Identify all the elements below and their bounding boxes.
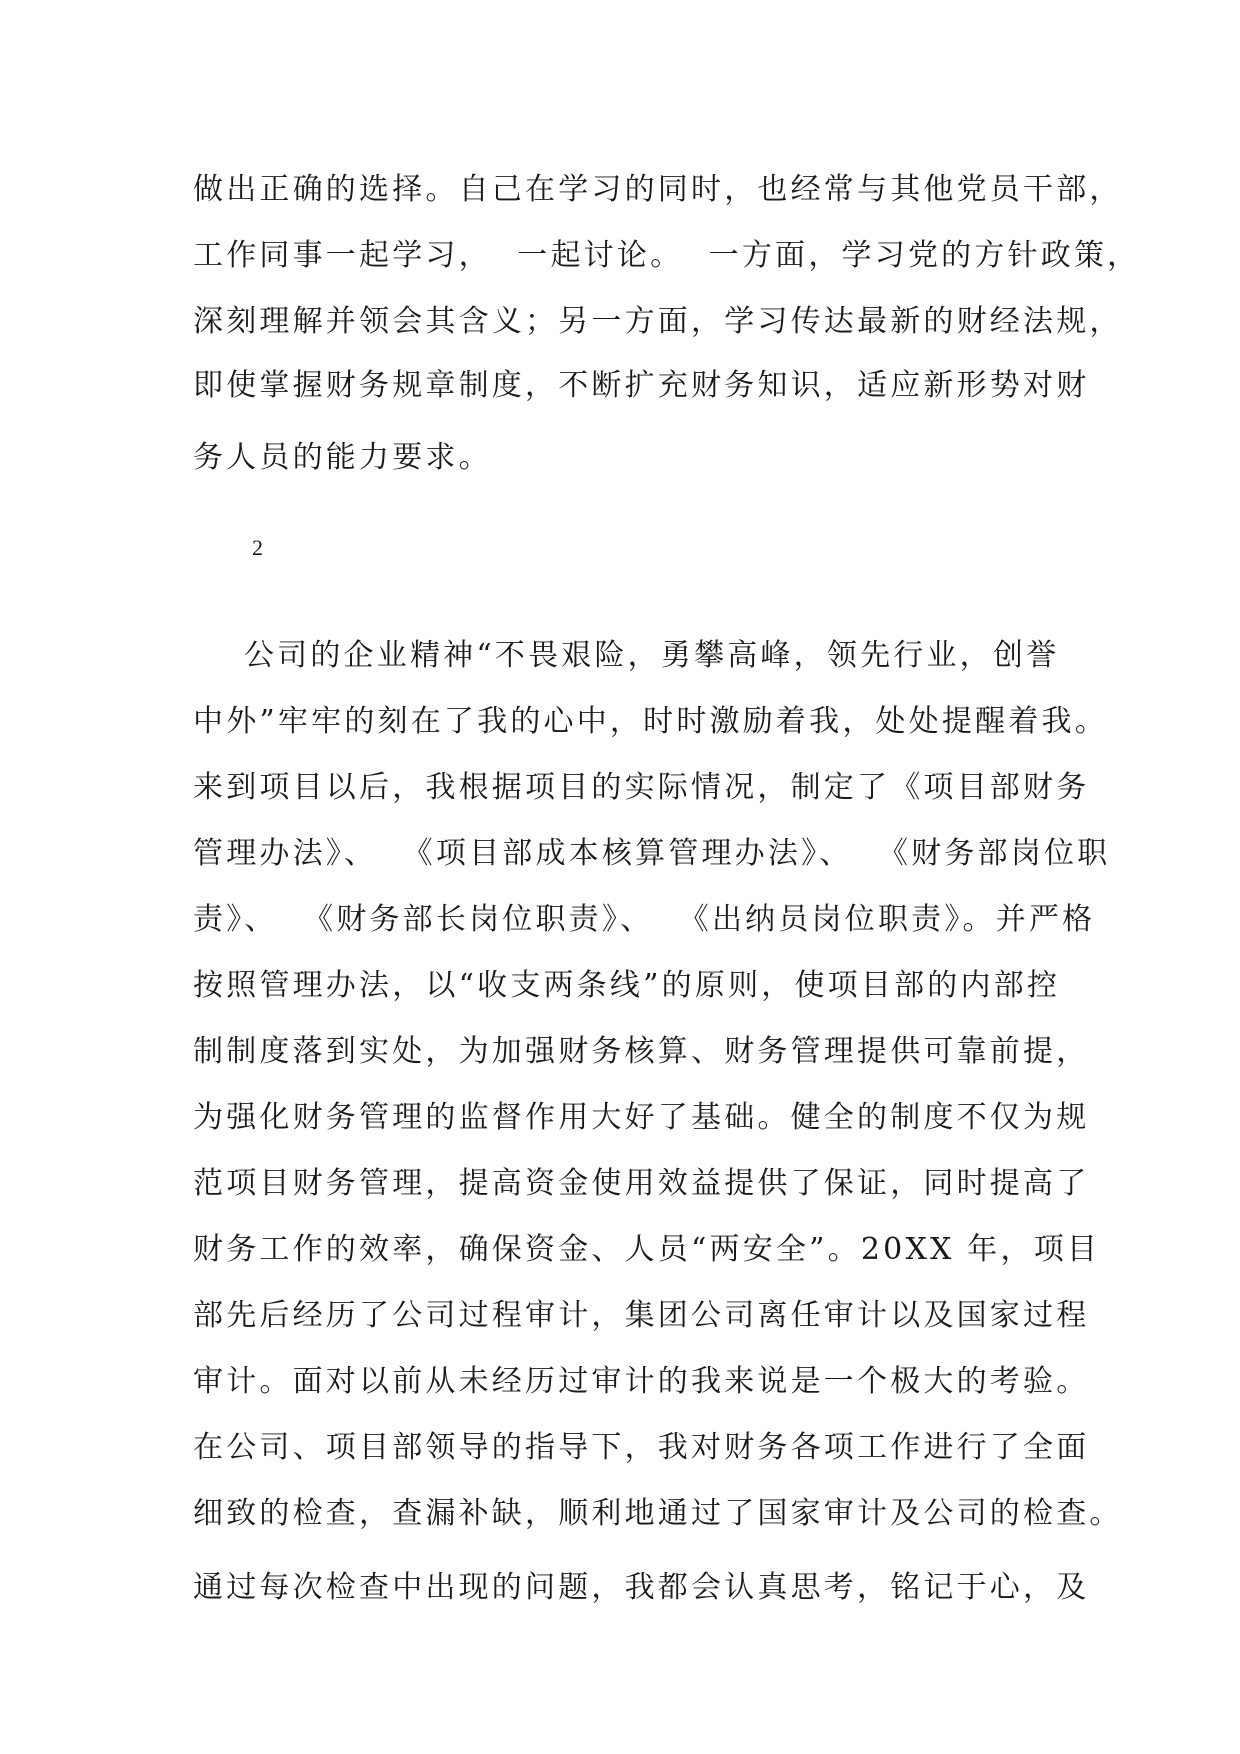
paragraph-line: 为强化财务管理的监督作用大好了基础。健全的制度不仅为规	[193, 1100, 1090, 1135]
paragraph-line: 即使掌握财务规章制度，不断扩充财务知识，适应新形势对财	[193, 368, 1090, 403]
paragraph-line: 范项目财务管理，提高资金使用效益提供了保证，同时提高了	[193, 1166, 1090, 1201]
paragraph-line: 责》、 《财务部长岗位职责》、 《出纳员岗位职责》。并严格	[193, 902, 1096, 937]
paragraph-line: 部先后经历了公司过程审计，集团公司离任审计以及国家过程	[193, 1298, 1090, 1333]
paragraph-line: 公司的企业精神“不畏艰险，勇攀高峰，领先行业，创誉	[193, 638, 1060, 673]
paragraph-line: 管理办法》、 《项目部成本核算管理办法》、 《财务部岗位职	[193, 836, 1111, 871]
paragraph-line: 财务工作的效率，确保资金、人员“两安全”。20XX 年，项目	[193, 1232, 1101, 1267]
paragraph-line: 深刻理解并领会其含义；另一方面，学习传达最新的财经法规，	[193, 304, 1123, 339]
paragraph-line: 中外”牢牢的刻在了我的心中，时时激励着我，处处提醒着我。	[193, 704, 1108, 739]
paragraph-line: 制制度落到实处，为加强财务核算、财务管理提供可靠前提，	[193, 1034, 1090, 1069]
paragraph-line: 务人员的能力要求。	[193, 440, 492, 475]
paragraph-line: 按照管理办法，以“收支两条线”的原则，使项目部的内部控	[193, 968, 1061, 1003]
page-number: 2	[252, 535, 263, 560]
paragraph-line: 做出正确的选择。自己在学习的同时，也经常与其他党员干部，	[193, 172, 1123, 207]
paragraph-line: 工作同事一起学习， 一起讨论。 一方面，学习党的方针政策，	[193, 238, 1141, 273]
paragraph-line: 审计。面对以前从未经历过审计的我来说是一个极大的考验。	[193, 1364, 1090, 1399]
paragraph-line: 细致的检查，查漏补缺，顺利地通过了国家审计及公司的检查。	[193, 1496, 1123, 1531]
paragraph-line: 在公司、项目部领导的指导下，我对财务各项工作进行了全面	[193, 1430, 1090, 1465]
paragraph-line: 通过每次检查中出现的问题，我都会认真思考，铭记于心，及	[193, 1570, 1090, 1605]
paragraph-line: 来到项目以后，我根据项目的实际情况，制定了《项目部财务	[193, 770, 1090, 805]
